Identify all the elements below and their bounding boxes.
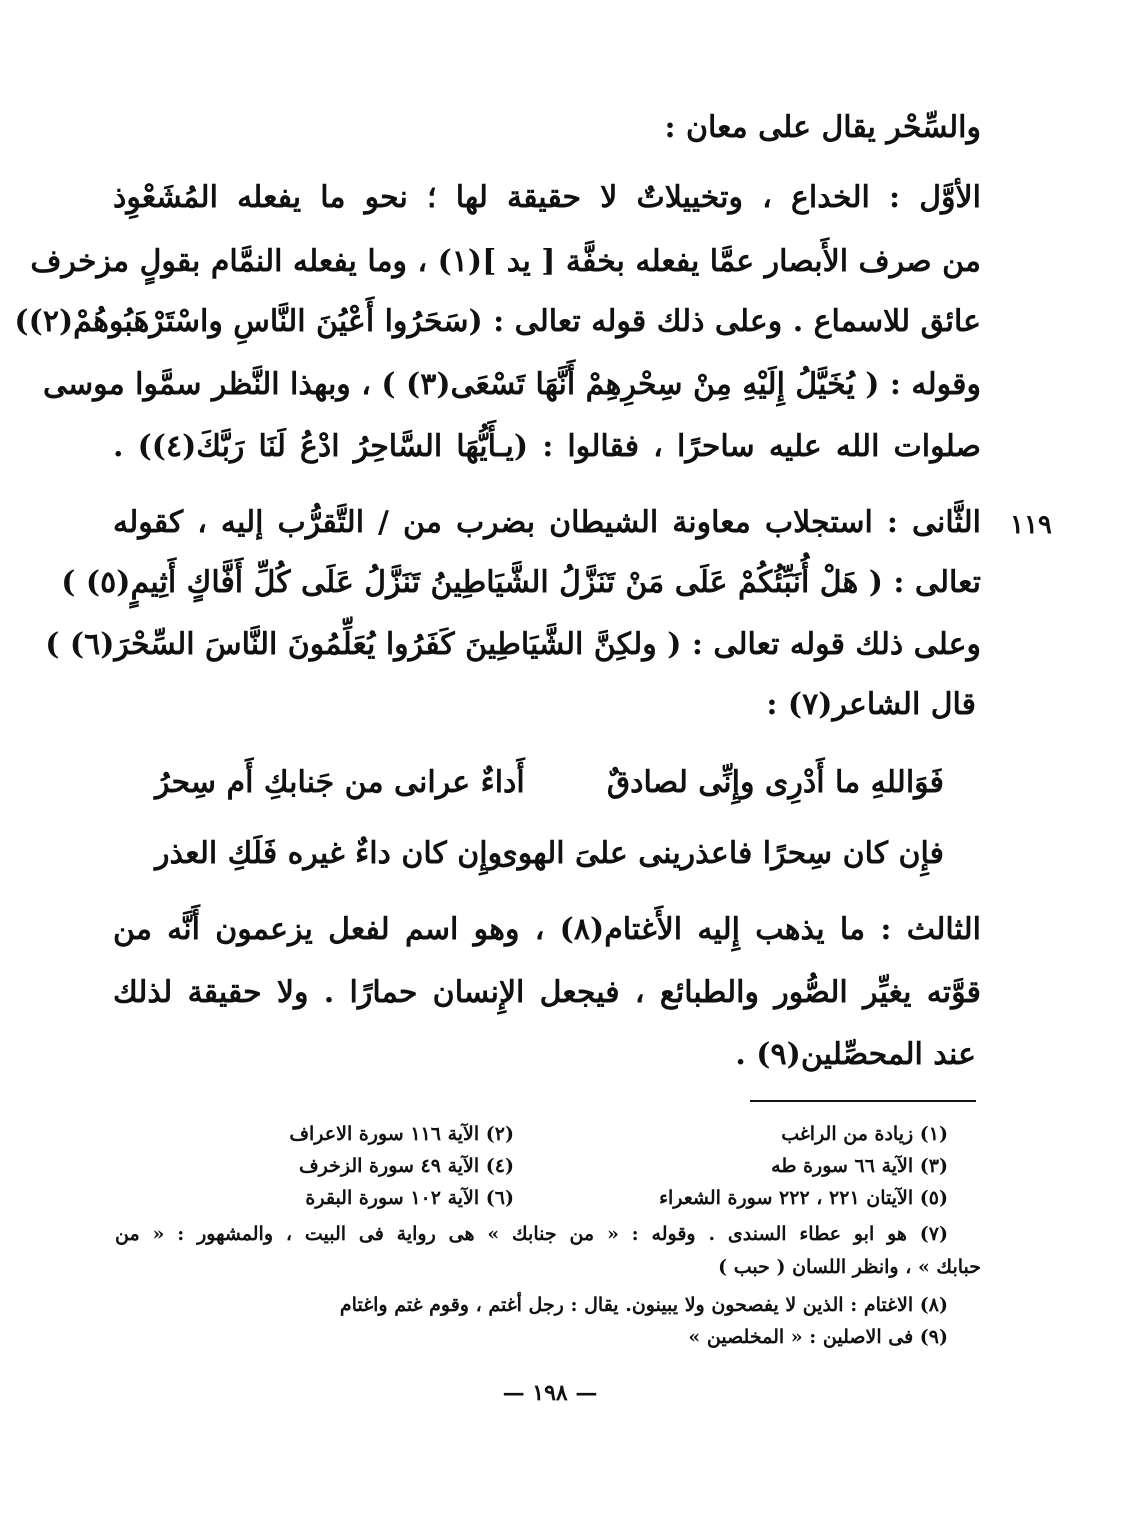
footnote-3: (٣) الآية ٦٦ سورة طه xyxy=(771,1155,948,1177)
paragraph-3-line-1: الثالث : ما يذهب إِليه الأَغتام(٨) ، وهو اسم لفعل يزعمون أَنَّه من xyxy=(113,912,982,947)
footnote-4: (٤) الآية ٤٩ سورة الزخرف xyxy=(298,1155,514,1177)
page-number: — ١٩٨ — xyxy=(502,1380,598,1406)
poem-verse-2-second: وإِن كان داءٌ غيره فَلَكِ العذر xyxy=(155,836,503,871)
paragraph-1-line-2: من صرف الأَبصار عمَّا يفعله بخفَّة [ يد ](١) ، وما يفعله النمَّام بقولٍ مزخرف xyxy=(30,244,981,279)
footnote-2: (٢) الآية ١١٦ سورة الاعراف xyxy=(289,1123,514,1145)
poem-verse-1-second: أَداءٌ عرانى من جَنابكِ أَم سِحرُ xyxy=(155,765,525,800)
paragraph-2-line-2: تعالى : ( هَلْ أُنَبِّئُكُمْ عَلَى مَنْ تَنَزَّلُ الشَّيَاطِينُ تَنَزَّلُ عَلَى كُلِّ أَفَّاكٍ أَثِيمٍ(٥) ) xyxy=(61,565,981,600)
footnote-5: (٥) الآيتان ٢٢١ ، ٢٢٢ سورة الشعراء xyxy=(659,1187,948,1209)
footnote-7-continued: حبابك » ، وانظر اللسان ( حبب ) xyxy=(718,1256,981,1278)
paragraph-1-line-4: وقوله : ( يُخَيَّلُ إِلَيْهِ مِنْ سِحْرِهِمْ أَنَّهَا تَسْعَى(٣) ) ، وبهذا النَّظر سمَّوا موسى xyxy=(43,367,981,402)
poem-verse-1-first: فَوَاللهِ ما أَدْرِى وإِنِّى لصادقٌ xyxy=(606,765,944,800)
footnote-6: (٦) الآية ١٠٢ سورة البقرة xyxy=(305,1187,514,1209)
paragraph-3-line-2: قوَّته يغيِّر الصُّور والطبائع ، فيجعل الإِنسان حمارًا . ولا حقيقة لذلك xyxy=(113,975,981,1010)
section-heading: والسِّحْر يقال على معان : xyxy=(664,110,981,145)
paragraph-1-line-5: صلوات الله عليه ساحرًا ، فقالوا : (يـأَيُّهَا السَّاحِرُ ادْعُ لَنَا رَبَّكَ(٤)) . xyxy=(113,429,982,464)
footnote-rule xyxy=(750,1100,976,1102)
footnote-7: (٧) هو ابو عطاء السندى . وقوله : « من جنابك » هى رواية فى البيت ، والمشهور : « من xyxy=(115,1223,948,1245)
paragraph-2-line-4: قال الشاعر(٧) : xyxy=(766,687,976,722)
footnote-8: (٨) الاغتام : الذين لا يفصحون ولا يبينون. يقال : رجل أغتم ، وقوم غتم واغتام xyxy=(339,1294,948,1316)
paragraph-3-line-3: عند المحصِّلين(٩) . xyxy=(735,1037,976,1072)
margin-reference: ١١٩ xyxy=(1010,510,1052,540)
paragraph-1-line-1: الأوَّل : الخداع ، وتخييلاتٌ لا حقيقة لها ؛ نحو ما يفعله المُشَعْوِذ xyxy=(113,180,981,215)
poem-verse-2-first: فإِن كان سِحرًا فاعذرينى علىَ الهوى xyxy=(494,836,944,871)
paragraph-1-line-3: عائق للاسماع . وعلى ذلك قوله تعالى : (سَحَرُوا أَعْيُنَ النَّاسِ واسْتَرْهَبُوهُمْ(٢)) xyxy=(14,304,981,339)
paragraph-2-line-3: وعلى ذلك قوله تعالى : ( ولكِنَّ الشَّيَاطِينَ كَفَرُوا يُعَلِّمُونَ النَّاسَ السِّحْرَ(٦) ) xyxy=(45,627,981,662)
footnote-1: (١) زيادة من الراغب xyxy=(781,1123,948,1145)
footnote-9: (٩) فى الاصلين : « المخلصين » xyxy=(688,1326,948,1348)
paragraph-2-line-1: الثَّانى : استجلاب معاونة الشيطان بضرب من / التَّقرُّب إليه ، كقوله xyxy=(113,505,981,540)
